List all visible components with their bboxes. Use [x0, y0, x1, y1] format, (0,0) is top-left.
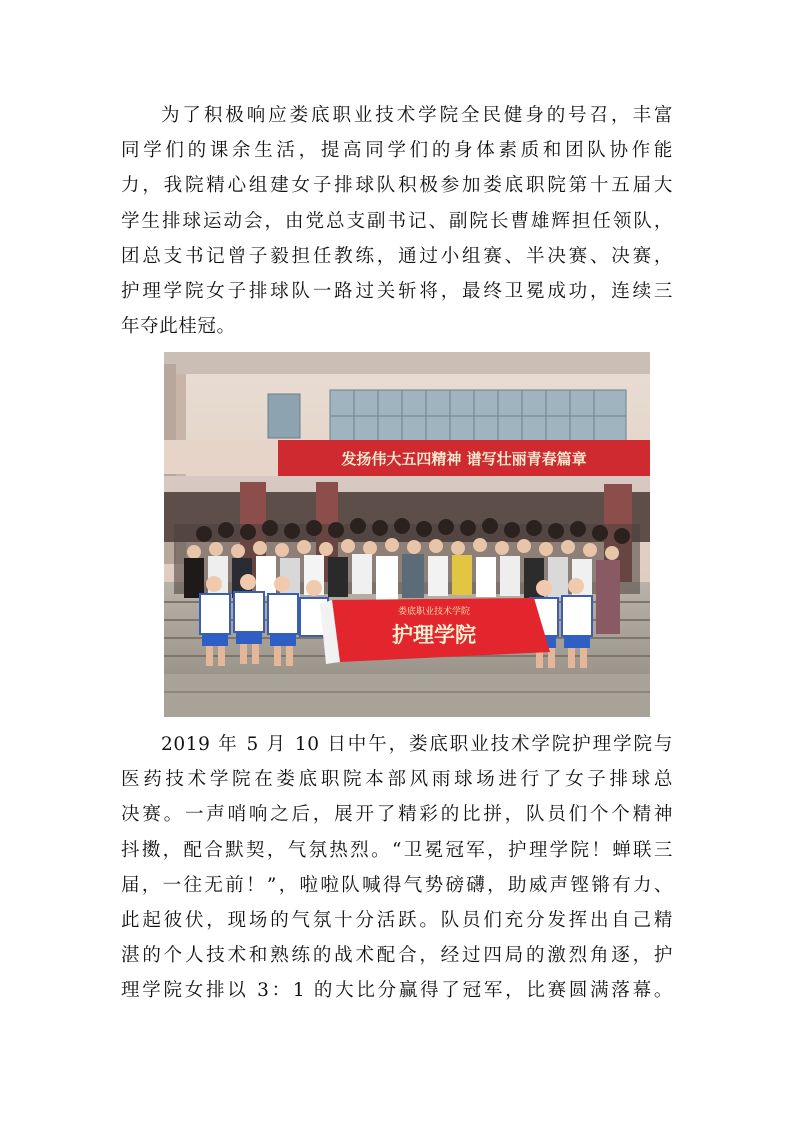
text-line: 年夺此桂冠。: [121, 316, 236, 338]
text-line: 届，一往无前！”，啦啦队喊得气势磅礴，助威声铿锵有力、: [121, 874, 673, 896]
text-line: 团总支书记曾子毅担任教练，通过小组赛、半决赛、决赛，: [121, 245, 673, 267]
flag-text: 护理学院: [392, 622, 476, 647]
text-line: 决赛。一声哨响之后，展开了精彩的比拼，队员们个个精神: [121, 804, 673, 826]
flag-small-text: 娄底职业技术学院: [397, 607, 471, 617]
text-line: 力，我院精心组建女子排球队积极参加娄底职院第十五届大: [121, 175, 673, 197]
text-line: 抖擞，配合默契，气氛热烈。“卫冕冠军，护理学院！蝉联三: [121, 839, 673, 861]
text-line: 2019 年 5 月 10 日中午，娄底职业技术学院护理学院与: [161, 734, 673, 755]
text-line: 同学们的课余生活，提高同学们的身体素质和团队协作能: [121, 140, 673, 162]
text-line: 理学院女排以 3：1 的大比分赢得了冠军，比赛圆满落幕。: [121, 980, 673, 1002]
text-line: 医药技术学院在娄底职院本部风雨球场进行了女子排球总: [121, 769, 673, 791]
text-line: 为了积极响应娄底职业技术学院全民健身的号召，丰富: [161, 105, 673, 126]
paragraph-2: [121, 727, 673, 1009]
text-line: 学生排球运动会，由党总支副书记、副院长曹雄辉担任领队，: [121, 210, 673, 232]
team-photo: [164, 352, 650, 717]
text-line: 此起彼伏，现场的气氛十分活跃。队员们充分发挥出自己精: [121, 910, 673, 932]
text-line: 湛的个人技术和熟练的战术配合，经过四局的激烈角逐，护: [121, 945, 673, 967]
text-line: 护理学院女子排球队一路过关斩将，最终卫冕成功，连续三: [121, 281, 673, 303]
paragraph-1: [121, 98, 673, 344]
banner-text: 发扬伟大五四精神 谱写壮丽青春篇章: [341, 450, 587, 468]
